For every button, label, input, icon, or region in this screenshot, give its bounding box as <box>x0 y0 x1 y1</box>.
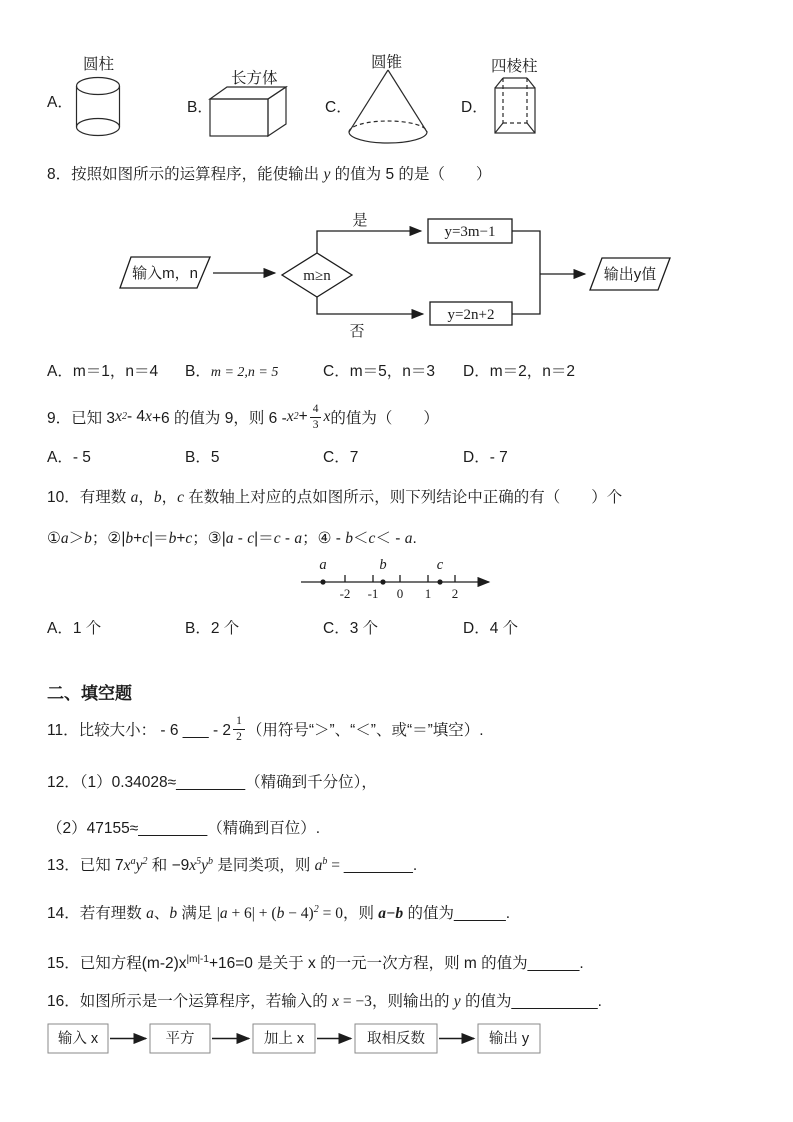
q8-option-d: D．m＝2，n＝2 <box>463 363 575 380</box>
q8-flowchart <box>95 203 695 348</box>
cuboid-icon <box>208 84 290 139</box>
shape-option-d-letter: D． <box>461 99 488 116</box>
q16-step-output: 输出 y <box>488 1031 530 1047</box>
q9-stem: 9．已知 3 x 2 - 4 x +6 的值为 9，则 6 - x 2 + $\frac{4}{3}$ x 的值为（ ） <box>47 402 439 431</box>
cone-icon <box>346 68 430 146</box>
q10-option-d: D．4 个 <box>463 620 519 637</box>
q16-flowchart <box>45 1018 555 1060</box>
shape-option-a-letter: A． <box>47 94 73 111</box>
section2-title: 二、填空题 <box>47 684 132 703</box>
point-a-label: a <box>319 557 327 573</box>
tick-label: -1 <box>367 586 379 601</box>
square-prism-icon <box>489 72 541 138</box>
point-a-dot <box>320 579 325 584</box>
q8-flowchart-output-label: 输出y值 <box>603 266 657 283</box>
q15-stem: 15．已知方程$(m-2)x^{|m|-1}+16=0$ 是关于 x 的一元一次方程，则 m 的值为______. <box>47 953 584 972</box>
tick-label: 0 <box>396 586 404 601</box>
shape-option-c-title: 圆锥 <box>371 54 403 71</box>
q8-flowchart-condition-label: m≥n <box>303 268 331 284</box>
q8-options-row <box>47 359 747 381</box>
point-b-label: b <box>379 557 387 573</box>
q16-step-opposite: 取相反数 <box>367 1031 425 1047</box>
q16-step-input: 输入 x <box>57 1031 99 1047</box>
q12-line2: （2）47155≈________（精确到百位）. <box>47 820 320 837</box>
q10-option-a: A．1 个 <box>47 620 102 637</box>
q8-option-a: A．m＝1，n＝4 <box>47 363 159 380</box>
q16-stem: 16．如图所示是一个运算程序，若输入的 x = −3，则输出的 y 的值为__________. <box>47 993 602 1010</box>
point-c-dot <box>437 579 442 584</box>
q10-options-row <box>47 616 747 638</box>
q8-flowchart-no-formula: y=2n+2 <box>447 307 495 323</box>
q9-option-d: D．- 7 <box>463 449 508 466</box>
tick-label: -2 <box>339 586 351 601</box>
q9-option-c: C．7 <box>323 449 359 466</box>
cylinder-icon <box>73 76 123 138</box>
shape-option-b-title: 长方体 <box>231 70 278 87</box>
q12-line1: 12．（1）0.34028≈________（精确到千分位）， <box>47 774 377 791</box>
tick-label: 2 <box>451 586 459 601</box>
q16-step-square: 平方 <box>165 1031 195 1047</box>
q11-stem: 11．比较大小： - 6 ___ - 2 $\frac{1}{2}$ （用符号“＞”、“＜”、或“＝”填空）. <box>47 714 484 743</box>
q9-options-row <box>47 445 747 467</box>
shape-option-b-letter: B． <box>187 99 213 116</box>
q10-option-c: C．3 个 <box>323 620 379 637</box>
q8-flowchart-no-label: 否 <box>349 323 365 340</box>
q10-stem: 10．有理数 a，b，c 在数轴上对应的点如图所示，则下列结论中正确的有（ ）个 <box>47 489 623 506</box>
q13-stem: 13．已知 $7x^ay^2$ 和 $-9x^5y^b$ 是同类项，则 $a^b$ = ________. <box>47 855 418 874</box>
tick-label: 1 <box>424 586 432 601</box>
q8-flowchart-yes-formula: y=3m−1 <box>444 224 496 240</box>
q8-option-b: B．m = 2,n = 5 <box>185 363 279 380</box>
shape-option-d-title: 四棱柱 <box>491 58 538 75</box>
shape-option-c-letter: C． <box>325 99 352 116</box>
q8-flowchart-input-label: 输入m，n <box>132 265 198 282</box>
q8-flowchart-yes-label: 是 <box>352 212 368 229</box>
q8-option-c: C．m＝5，n＝3 <box>323 363 435 380</box>
q9-option-b: B．5 <box>185 449 220 466</box>
q10-numberline <box>293 556 508 604</box>
q10-option-b: B．2 个 <box>185 620 240 637</box>
point-b-dot <box>380 579 385 584</box>
shape-option-a-title: 圆柱 <box>83 56 115 73</box>
point-c-label: c <box>436 557 444 573</box>
q14-stem: 14．若有理数 a、b 满足 $|a + 6| + (b - 4)^2 = 0$，则 a−b 的值为______. <box>47 903 511 922</box>
q8-stem: 8．按照如图所示的运算程序，能使输出 y 的值为 5 的是（ ） <box>47 166 492 183</box>
q10-relations: ①a＞b；②|b+c|＝b+c；③|a - c|＝c - a；④ - b＜c＜ - a. <box>47 530 417 547</box>
q16-step-add-x: 加上 x <box>263 1031 305 1047</box>
q9-option-a: A．- 5 <box>47 449 91 466</box>
